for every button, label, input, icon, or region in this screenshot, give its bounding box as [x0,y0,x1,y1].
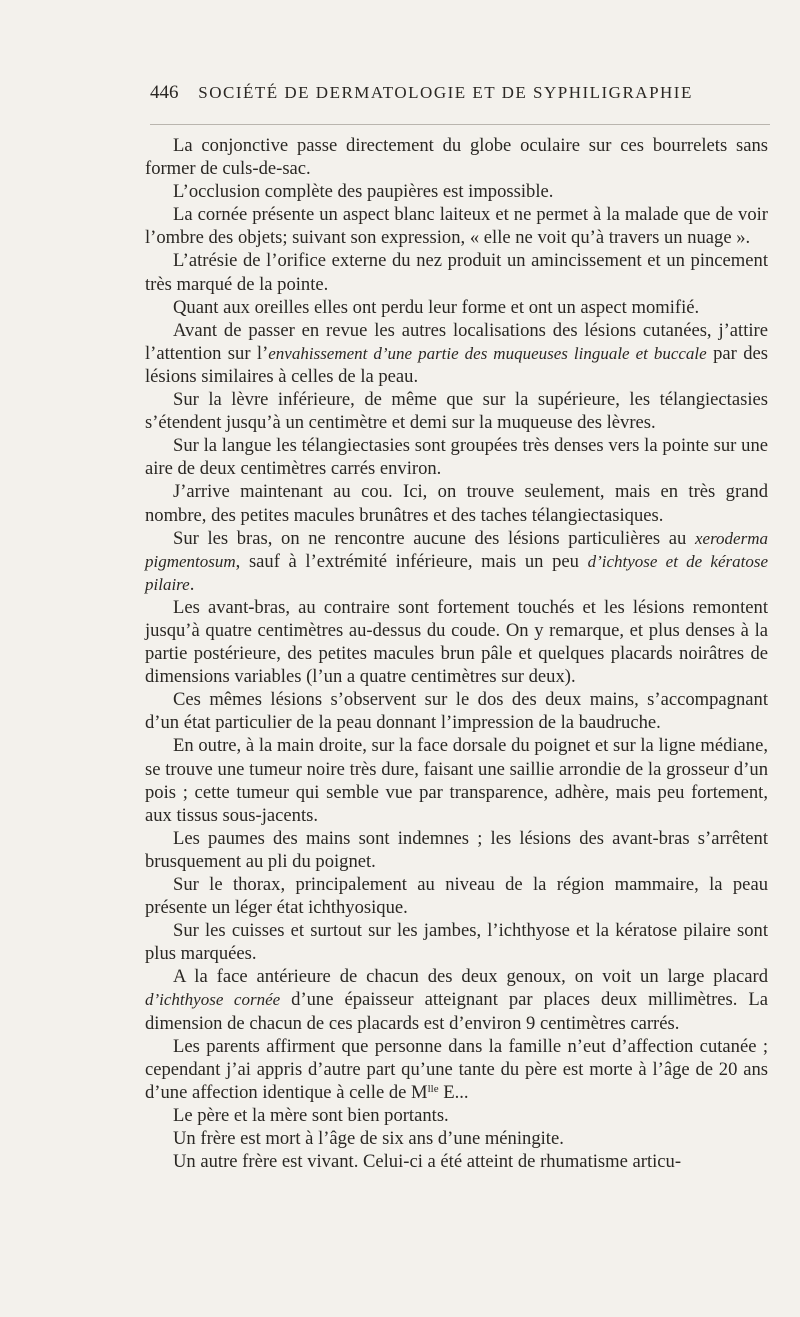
paragraph: La cornée présente un aspect blanc laiteux et ne permet à la malade que de voir l’ombre des objets; suivant son expression, « elle ne voit qu’à travers un nuage ». [145,204,768,249]
paragraph: L’atrésie de l’orifice externe du nez produit un amincissement et un pincement très marqué de la pointe. [145,250,768,295]
emphasis: d’ichtyose et de kératose pilaire [145,551,768,594]
superscript: lle [427,1082,439,1095]
paragraph: La conjonctive passe directement du globe oculaire sur ces bourrelets sans former de culs-de-sac. [145,135,768,180]
paragraph: En outre, à la main droite, sur la face dorsale du poignet et sur la ligne médiane, se trouve une tumeur noire très dure, faisant une saillie arrondie de la grosseur d’un pois ; cette tumeur qui semble vue par transparence, adhère, mais peu fortement, aux tissus sous-jacents. [145,735,768,826]
paragraph: Un frère est mort à l’âge de six ans d’une méningite. [173,1128,564,1150]
paragraph: Un autre frère est vivant. Celui-ci a été atteint de rhumatisme articu- [173,1151,682,1173]
paragraph: Sur le thorax, principalement au niveau de la région mammaire, la peau présente un léger état ichthyosique. [145,874,768,919]
paragraph: Les avant-bras, au contraire sont fortement touchés et les lésions remontent jusqu’à quatre centimètres au-dessus du coude. On y remarque, et plus denses à la partie postérieure, des petites macules brun pâle et quelques placards noirâtres de dimensions variables (l’un a quatre centimètres sur deux). [145,596,768,688]
paragraph: Avant de passer en revue les autres localisations des lésions cutanées, j’attire l’attention sur l’envahissement d’une partie des muqueuses linguale et buccale par des lésions similaires à celles de la peau. [145,319,768,387]
paragraph: Sur les bras, on ne rencontre aucune des lésions particulières au xeroderma pigmentosum, sauf à l’extrémité inférieure, mais un peu d’ichtyose et de kératose pilaire. [145,527,768,595]
paragraph: J’arrive maintenant au cou. Ici, on trouve seulement, mais en très grand nombre, des petites macules brunâtres et des taches télangiectasiques. [145,481,768,526]
paragraph: Le père et la mère sont bien portants. [173,1104,449,1126]
paragraph: Les parents affirment que personne dans la famille n’eut d’affection cutanée ; cependant j’ai appris d’autre part qu’une tante du père est morte à l’âge de 20 ans d’une affection identique à celle de $M^{lle}$ E... [145,1035,768,1103]
running-header [150,82,770,104]
emphasis: envahissement d’une partie des muqueuses linguale et buccale [268,343,707,363]
paragraph: Sur les cuisses et surtout sur les jambes, l’ichthyose et la kératose pilaire sont plus marquées. [145,920,768,965]
paragraph: Quant aux oreilles elles ont perdu leur forme et ont un aspect momifié. [173,296,700,318]
paragraph: Ces mêmes lésions s’observent sur le dos des deux mains, s’accompagnant d’un état particulier de la peau donnant l’impression de la baudruche. [145,689,768,734]
paragraph: L’occlusion complète des paupières est impossible. [173,181,554,203]
emphasis: d’ichthyose cornée [145,990,281,1010]
page-number: 446 [150,82,179,103]
paragraph: Sur la lèvre inférieure, de même que sur la supérieure, les télangiectasies s’étendent jusqu’à un centimètre et demi sur la muqueuse des lèvres. [145,389,768,434]
body-text [145,134,768,1173]
running-title: SOCIÉTÉ DE DERMATOLOGIE ET DE SYPHILIGRAPHIE [198,83,693,102]
paragraph: Les paumes des mains sont indemnes ; les lésions des avant-bras s’arrêtent brusquement au pli du poignet. [145,827,768,872]
paragraph: A la face antérieure de chacun des deux genoux, on voit un large placard d’ichthyose cornée d’une épaisseur atteignant par places deux millimètres. La dimension de chacun de ces placards est d’environ 9 centimètres carrés. [145,966,768,1034]
header-rule [150,124,770,125]
paragraph: Sur la langue les télangiectasies sont groupées très denses vers la pointe sur une aire de deux centimètres carrés environ. [145,435,768,480]
emphasis: xeroderma pigmentosum [145,528,768,571]
